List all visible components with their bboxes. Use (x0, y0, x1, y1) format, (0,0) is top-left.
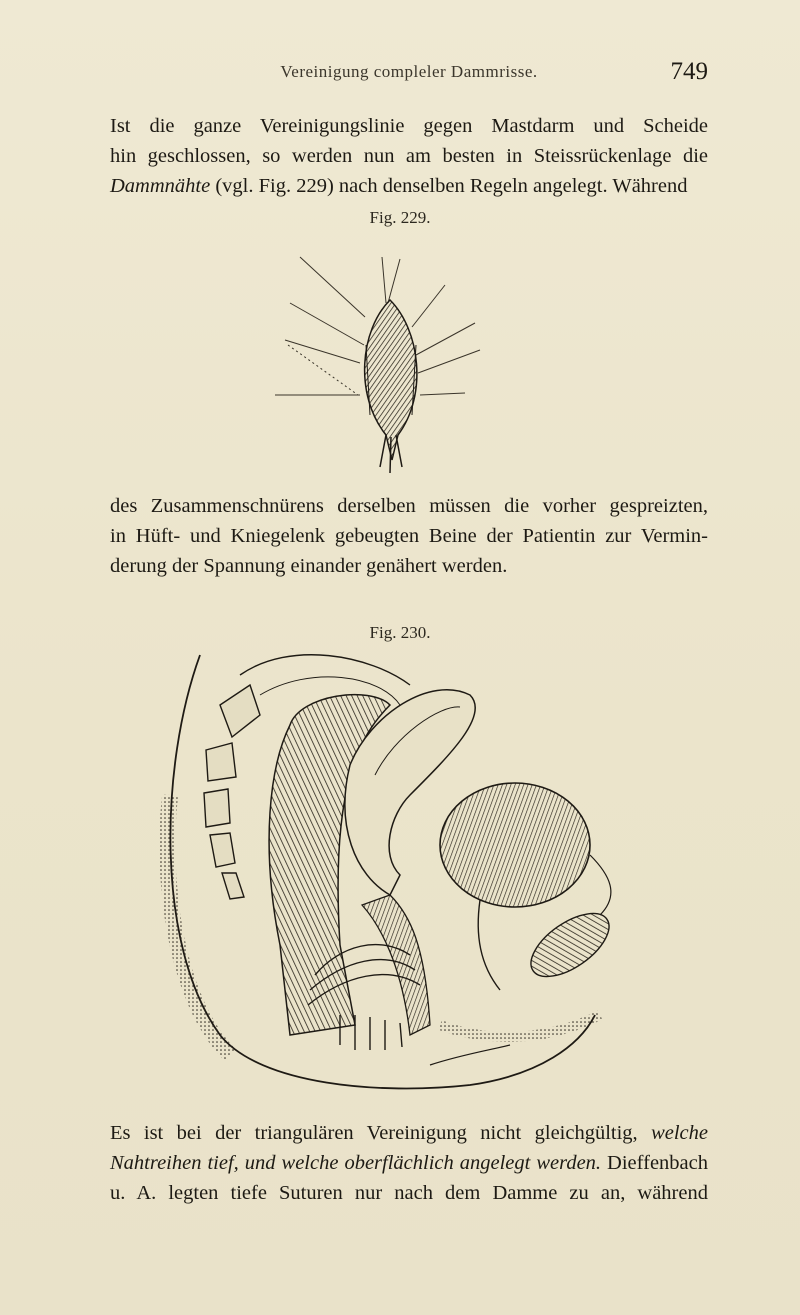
paragraph-3-line-1 (110, 1118, 708, 1148)
figure-230-caption: Fig. 230. (369, 623, 431, 642)
paragraph-1-line-2: hin geschlossen, so werden nun am besten in Steissrückenlage die (110, 145, 708, 167)
symphysis (521, 901, 620, 989)
paragraph-1-line-3 (110, 171, 708, 201)
figure-229-illustration (270, 245, 510, 475)
paragraph-2-line-2: in Hüft- und Kniegelenk gebeugten Beine der Patientin zur Vermin- (110, 525, 708, 547)
paragraph-2-line-3: derung der Spannung einander genähert werden. (110, 555, 508, 577)
term-dammnaehte: Dammnähte (110, 175, 211, 197)
running-title: Vereinigung compleler Dammrisse. (280, 62, 538, 81)
paragraph-3-line-1-text: Es ist bei der triangulären Vereinigung nicht gleichgültig, (110, 1122, 652, 1144)
paragraph-3-line-2-text: Dieffenbach (601, 1152, 708, 1174)
page-number: 749 (670, 58, 708, 85)
vagina (362, 895, 430, 1035)
figure-230-illustration (140, 645, 640, 1105)
paragraph-2-line-1: des Zusammenschnürens derselben müssen die vorher gespreizten, (110, 495, 708, 517)
emphasis-welche: welche (651, 1122, 708, 1144)
paragraph-1 (110, 111, 708, 201)
page-header (110, 58, 708, 90)
wound-shape (365, 300, 417, 460)
vertebrae (204, 685, 260, 899)
paragraph-2 (110, 491, 708, 581)
paragraph-3-line-3: u. A. legten tiefe Suturen nur nach dem Damme zu an, während (110, 1182, 708, 1204)
paragraph-3 (110, 1118, 708, 1208)
bladder (440, 783, 590, 907)
paragraph-3-line-2 (110, 1148, 708, 1178)
paragraph-1-line-1: Ist die ganze Vereinigungslinie gegen Mastdarm und Scheide (110, 115, 708, 137)
paragraph-1-line-3-text: (vgl. Fig. 229) nach denselben Regeln angelegt. Während (210, 175, 688, 197)
figure-229-caption: Fig. 229. (369, 208, 431, 227)
emphasis-nahtreihen: Nahtreihen tief, und welche oberflächlich angelegt werden. (110, 1152, 602, 1174)
